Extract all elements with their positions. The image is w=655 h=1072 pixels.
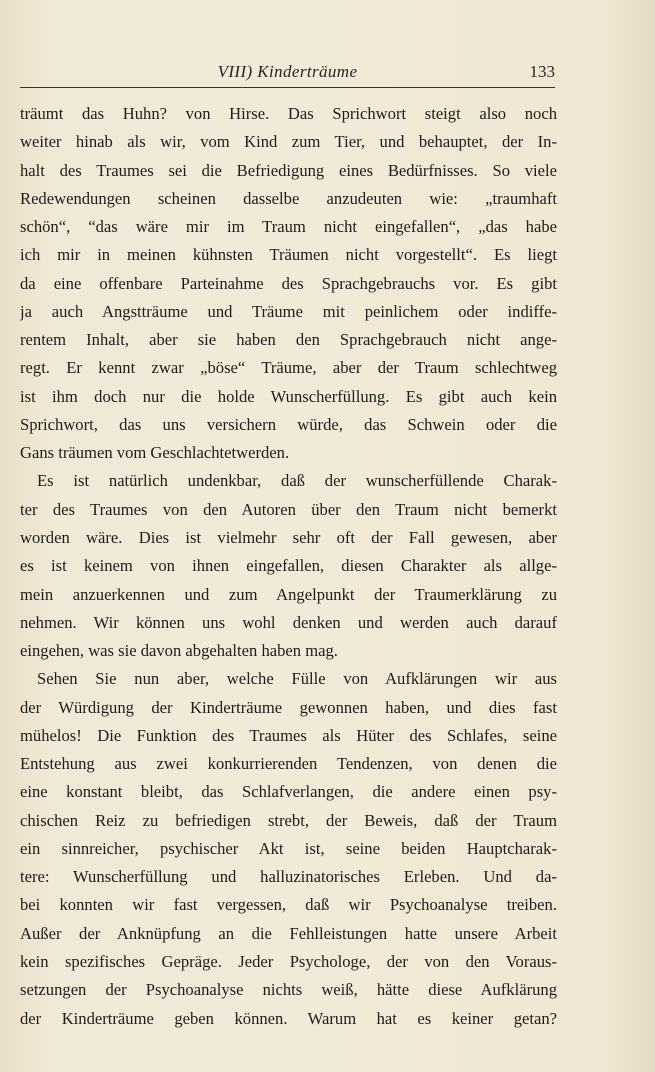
body-text (20, 100, 557, 1033)
text-line: Es ist natürlich undenkbar, daß der wunscherfüllende Charak- (37, 471, 557, 491)
text-line: der Kinderträume geben können. Warum hat es keiner getan? (20, 1008, 557, 1028)
text-line: ist ihm doch nur die holde Wunscherfüllung. Es gibt auch kein (20, 386, 557, 406)
text-line: ich mir in meinen kühnsten Träumen nicht vorgestellt“. Es liegt (20, 245, 557, 265)
text-line: chischen Reiz zu befriedigen strebt, der Beweis, daß der Traum (20, 810, 557, 830)
text-line: Außer der Anknüpfung an die Fehlleistungen hatte unsere Arbeit (20, 923, 557, 943)
text-line: Sehen Sie nun aber, welche Fülle von Aufklärungen wir aus (37, 669, 557, 689)
text-line: regt. Er kennt zwar „böse“ Träume, aber der Traum schlechtweg (20, 358, 557, 378)
text-line: Sprichwort, das uns versichern würde, das Schwein oder die (20, 414, 557, 434)
text-line: mühelos! Die Funktion des Traumes als Hüter des Schlafes, seine (20, 725, 557, 745)
text-line: worden wäre. Dies ist vielmehr sehr oft der Fall gewesen, aber (20, 527, 557, 547)
text-line: der Würdigung der Kinderträume gewonnen haben, und dies fast (20, 697, 557, 717)
text-line: kein spezifisches Gepräge. Jeder Psychologe, der von den Voraus- (20, 951, 557, 971)
text-line: tere: Wunscherfüllung und halluzinatorisches Erleben. Und da- (20, 867, 557, 887)
text-line: ja auch Angstträume und Träume mit peinlichem oder indiffe- (20, 301, 557, 321)
paragraph (20, 100, 557, 467)
text-line: nehmen. Wir können uns wohl denken und werden auch darauf (20, 612, 557, 632)
running-title: VIII) Kinderträume (217, 62, 358, 81)
text-line: bei konnten wir fast vergessen, daß wir Psychoanalyse treiben. (20, 895, 557, 915)
text-line: ein sinnreicher, psychischer Akt ist, seine beiden Hauptcharak- (20, 838, 557, 858)
text-line: halt des Traumes sei die Befriedigung eines Bedürfnisses. So viele (20, 160, 557, 180)
paragraph (20, 467, 557, 665)
text-line: rentem Inhalt, aber sie haben den Sprachgebrauch nicht ange- (20, 330, 557, 350)
page-header (20, 60, 555, 86)
header-rule (20, 87, 555, 88)
page-number: 133 (529, 62, 555, 81)
paragraph (20, 665, 557, 1032)
text-line: Entstehung aus zwei konkurrierenden Tendenzen, von denen die (20, 754, 557, 774)
text-line: Gans träumen vom Geschlachtetwerden. (20, 443, 290, 463)
text-line: weiter hinab als wir, vom Kind zum Tier, und behauptet, der In- (20, 132, 557, 152)
text-line: setzungen der Psychoanalyse nichts weiß, hätte diese Aufklärung (20, 980, 557, 1000)
text-line: schön“, “das wäre mir im Traum nicht eingefallen“, „das habe (20, 217, 557, 237)
text-line: es ist keinem von ihnen eingefallen, diesen Charakter als allge- (20, 556, 557, 576)
text-line: mein anzuerkennen und zum Angelpunkt der Traumerklärung zu (20, 584, 557, 604)
text-line: ter des Traumes von den Autoren über den Traum nicht bemerkt (20, 499, 557, 519)
text-line: träumt das Huhn? von Hirse. Das Sprichwort steigt also noch (20, 104, 557, 123)
text-line: eingehen, was sie davon abgehalten haben mag. (20, 641, 338, 661)
text-line: Redewendungen scheinen dasselbe anzudeuten wie: „traumhaft (20, 188, 557, 208)
text-line: da eine offenbare Parteinahme des Sprachgebrauchs vor. Es gibt (20, 273, 557, 293)
text-line: eine konstant bleibt, das Schlafverlangen, die andere einen psy- (20, 782, 557, 802)
